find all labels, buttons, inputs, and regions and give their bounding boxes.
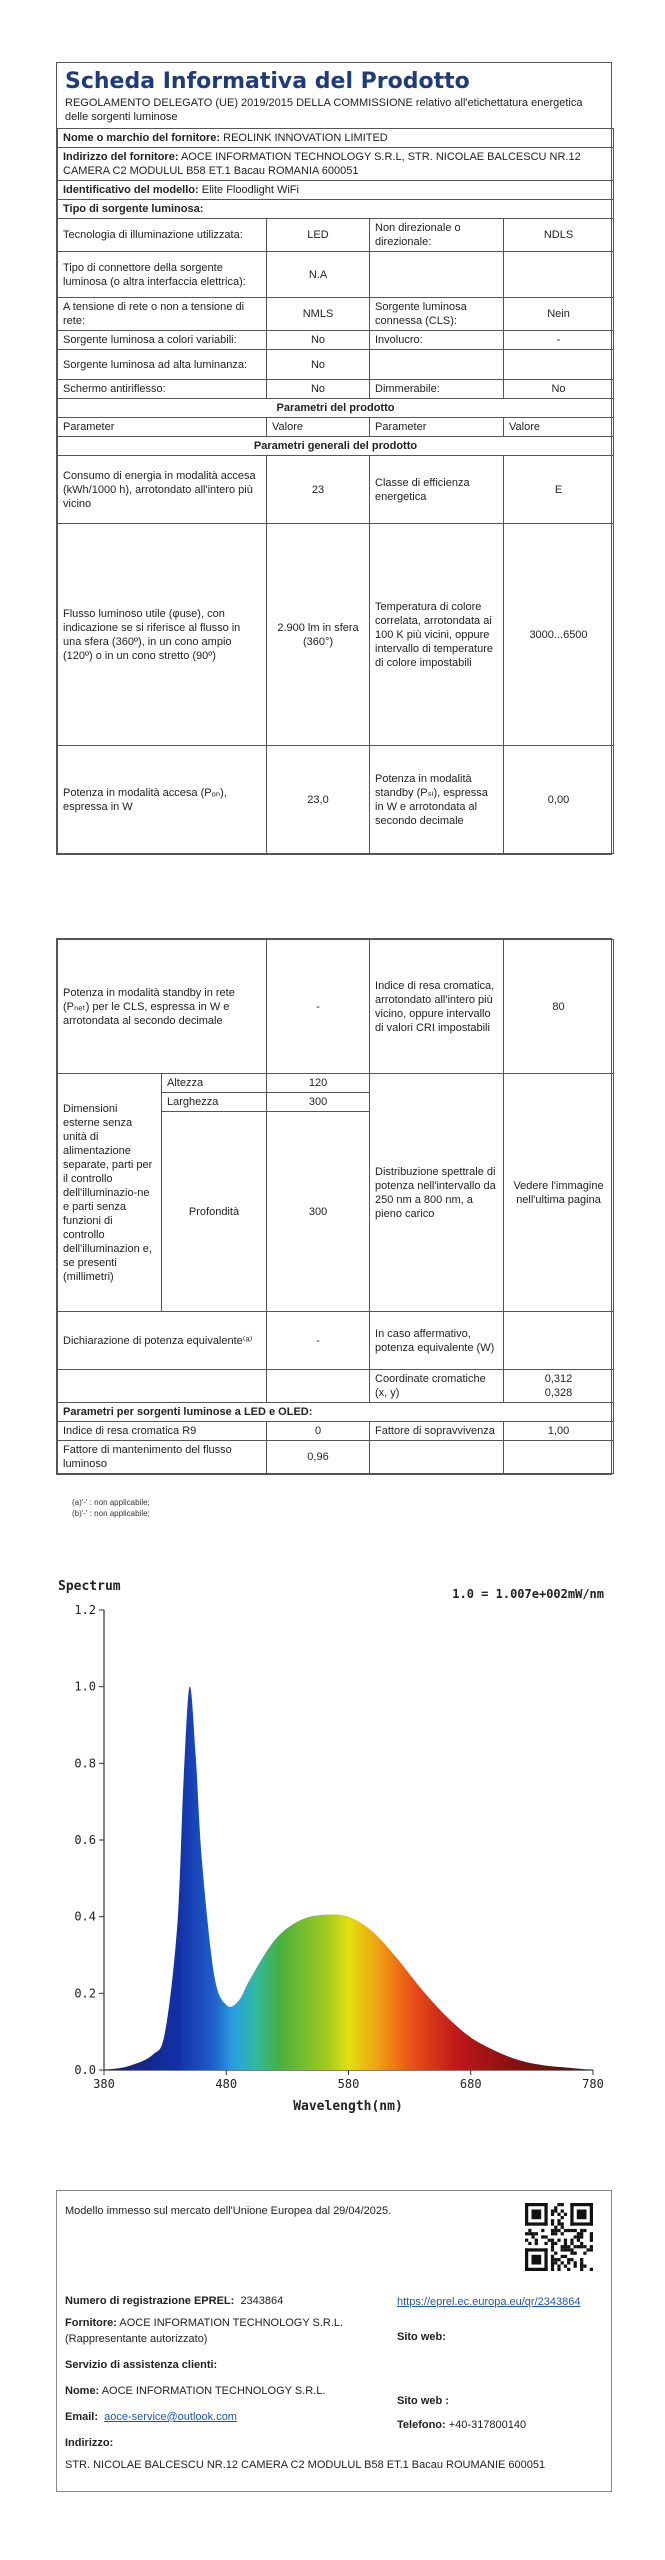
y-tick-label: 1.2: [74, 1603, 96, 1617]
general-value: 23,0: [267, 746, 370, 854]
supplier-table: [57, 128, 614, 854]
params-table-2: [57, 939, 614, 1474]
type-value: -: [504, 331, 614, 350]
spectrum-area: [104, 1686, 593, 2070]
type-row: [58, 350, 614, 380]
qr-code-icon: [525, 2203, 593, 2271]
coord-empty: [58, 1370, 267, 1403]
col-value-2: Valore: [504, 418, 614, 437]
maintenance-empty-2: [504, 1441, 614, 1474]
web-label: Sito web:: [397, 2331, 446, 2343]
type-value: N.A: [267, 252, 370, 298]
footnotes: [72, 1497, 150, 1519]
equiv-value: -: [267, 1312, 370, 1370]
eprel-info-box: [56, 2190, 612, 2492]
x-tick-label: 680: [459, 2077, 482, 2091]
type-value: No: [267, 350, 370, 380]
col-param-2: Parameter: [370, 418, 504, 437]
spectrum-chart: [56, 1572, 616, 2120]
type-value: No: [504, 380, 614, 399]
y-tick-label: 1.0: [74, 1679, 96, 1694]
chart-annotation: 1.0 = 1.007e+002mW/nm: [452, 1587, 604, 1601]
type-row: [58, 219, 614, 252]
general-row: [58, 456, 614, 524]
footnote-a: (a)'-' : non applicabile;: [72, 1498, 150, 1507]
general-title: Parametri generali del prodotto: [58, 437, 614, 456]
service-email: Email: aoce-service@outlook.com: [65, 2411, 237, 2423]
dimensions-label: Dimensioni esterne senza unità di alimentazione separate, parti per il controllo dell'illuminazio-ne e parti senza funzioni di controllo dell'illuminazion e, se presenti (millimetri): [58, 1074, 162, 1312]
coord-label: Coordinate cromatiche (x, y): [370, 1370, 504, 1403]
y-tick-label: 0.0: [74, 2063, 96, 2077]
supplier-note: (Rappresentante autorizzato): [65, 2333, 208, 2345]
type-value: NMLS: [267, 298, 370, 331]
phone-line: Telefono: +40-317800140: [397, 2419, 527, 2431]
type-param: Tipo di connettore della sorgente luminosa (o altra interfaccia elettrica):: [58, 252, 267, 298]
type-value: NDLS: [504, 219, 614, 252]
type-value: [504, 350, 614, 380]
coord-value: 0,312 0,328: [504, 1370, 614, 1403]
type-param: [370, 252, 504, 298]
type-param: A tensione di rete o non a tensione di rete:: [58, 298, 267, 331]
general-row: [58, 746, 614, 854]
eprel-link[interactable]: https://eprel.ec.europa.eu/qr/2343864: [397, 2296, 581, 2308]
survival-label: Fattore di sopravvivenza: [370, 1422, 504, 1441]
x-tick-label: 580: [337, 2077, 360, 2091]
col-value: Valore: [267, 418, 370, 437]
general-value: 0,00: [504, 746, 614, 854]
height-value: 120: [267, 1074, 370, 1093]
type-param: Involucro:: [370, 331, 504, 350]
depth-label: Profondità: [162, 1112, 267, 1312]
maintenance-value: 0,96: [267, 1441, 370, 1474]
cri-value: 80: [504, 940, 614, 1074]
address-value: STR. NICOLAE BALCESCU NR.12 CAMERA C2 MODULUL B58 ET.1 Bacau ROUMANIE 600051: [65, 2459, 546, 2471]
general-param: Potenza in modalità standby (Pₛₗ), espressa in W e arrotondata al secondo decimale: [370, 746, 504, 854]
type-value: LED: [267, 219, 370, 252]
page-title: Scheda Informativa del Prodotto: [65, 69, 470, 94]
spd-label: Distribuzione spettrale di potenza nell'intervallo da 250 nm a 800 nm, a pieno carico: [370, 1074, 504, 1312]
type-param: Tecnologia di illuminazione utilizzata:: [58, 219, 267, 252]
product-sheet-page-1: [56, 62, 612, 855]
type-value: Nein: [504, 298, 614, 331]
chart-title: Spectrum: [58, 1579, 121, 1594]
eprel-number: Numero di registrazione EPREL: 2343864: [65, 2295, 284, 2307]
model-row: Identificativo del modello: Elite Floodlight WiFi: [58, 181, 614, 200]
x-tick-label: 780: [582, 2077, 604, 2091]
standby-net-value: -: [267, 940, 370, 1074]
r9-value: 0: [267, 1422, 370, 1441]
type-param: Sorgente luminosa a colori variabili:: [58, 331, 267, 350]
type-param: Sorgente luminosa ad alta luminanza:: [58, 350, 267, 380]
standby-net-label: Potenza in modalità standby in rete (Pₙₑₜ) per le CLS, espressa in W e arrotondata al secondo decimale: [58, 940, 267, 1074]
type-row: [58, 331, 614, 350]
params-title: Parametri del prodotto: [58, 399, 614, 418]
cri-label: Indice di resa cromatica, arrotondato all'intero più vicino, oppure intervallo di valori CRI impostabili: [370, 940, 504, 1074]
service-name: Nome: AOCE INFORMATION TECHNOLOGY S.R.L.: [65, 2385, 326, 2397]
general-row: [58, 524, 614, 746]
general-param: Consumo di energia in modalità accesa (kWh/1000 h), arrotondato all'intero più vicino: [58, 456, 267, 524]
equiv2-label: In caso affermativo, potenza equivalente (W): [370, 1312, 504, 1370]
x-tick-label: 380: [93, 2077, 115, 2091]
type-param: Non direzionale o direzionale:: [370, 219, 504, 252]
led-title: Parametri per sorgenti luminose a LED e OLED:: [58, 1403, 614, 1422]
x-tick-label: 480: [215, 2077, 238, 2091]
general-param: Flusso luminoso utile (φuse), con indicazione se si riferisce al flusso in una sfera (360º), in un cono ampio (120º) o in un cono stretto (90º): [58, 524, 267, 746]
type-value: No: [267, 331, 370, 350]
type-title: Tipo di sorgente luminosa:: [58, 200, 614, 219]
web-label-2: Sito web :: [397, 2395, 449, 2407]
regulation-subtitle: REGOLAMENTO DELEGATO (UE) 2019/2015 DELLA COMMISSIONE relativo all'etichettatura energetica delle sorgenti luminose: [65, 97, 583, 123]
col-param: Parameter: [58, 418, 267, 437]
placed-on-market: Modello immesso sul mercato dell'Unione Europea dal 29/04/2025.: [65, 2205, 392, 2217]
height-label: Altezza: [162, 1074, 267, 1093]
y-tick-label: 0.8: [74, 1756, 96, 1771]
y-tick-label: 0.2: [74, 1986, 96, 2001]
general-rows: [58, 456, 614, 854]
width-label: Larghezza: [162, 1093, 267, 1112]
type-value: [504, 252, 614, 298]
type-row: [58, 298, 614, 331]
equiv2-value: [504, 1312, 614, 1370]
type-value: No: [267, 380, 370, 399]
equiv-label: Dichiarazione di potenza equivalente⁽ᵃ⁾: [58, 1312, 267, 1370]
product-sheet-page-2: [56, 938, 612, 1475]
y-tick-label: 0.4: [74, 1909, 96, 1924]
maintenance-label: Fattore di mantenimento del flusso luminoso: [58, 1441, 267, 1474]
general-value: 2.900 lm in sfera (360°): [267, 524, 370, 746]
x-axis-label: Wavelength(nm): [293, 2099, 403, 2114]
spectrum-svg: [56, 1572, 616, 2120]
supplier-address-row: Indirizzo del fornitore: AOCE INFORMATION TECHNOLOGY S.R.L, STR. NICOLAE BALCESCU NR.12 CAMERA C2 MODULUL B58 ET.1 Bacau ROMANIA 600051: [58, 148, 614, 181]
survival-value: 1,00: [504, 1422, 614, 1441]
depth-value: 300: [267, 1112, 370, 1312]
general-param: Potenza in modalità accesa (Pₒₙ), espressa in W: [58, 746, 267, 854]
type-param: Dimmerabile:: [370, 380, 504, 399]
type-param: Sorgente luminosa connessa (CLS):: [370, 298, 504, 331]
supplier-line: Fornitore: AOCE INFORMATION TECHNOLOGY S.R.L.: [65, 2317, 344, 2329]
general-param: Temperatura di colore correlata, arrotondata ai 100 K più vicini, oppure intervallo di temperature di colore impostabili: [370, 524, 504, 746]
general-value: 3000...6500: [504, 524, 614, 746]
type-param: [370, 350, 504, 380]
spd-value: Vedere l'immagine nell'ultima pagina: [504, 1074, 614, 1312]
width-value: 300: [267, 1093, 370, 1112]
service-title: Servizio di assistenza clienti:: [65, 2359, 218, 2371]
r9-label: Indice di resa cromatica R9: [58, 1422, 267, 1441]
supplier-name-row: Nome o marchio del fornitore: REOLINK INNOVATION LIMITED: [58, 129, 614, 148]
email-link[interactable]: aoce-service@outlook.com: [104, 2411, 237, 2423]
address-title: Indirizzo:: [65, 2437, 114, 2449]
general-value: 23: [267, 456, 370, 524]
type-row: [58, 380, 614, 399]
y-tick-label: 0.6: [74, 1833, 96, 1847]
type-row: [58, 252, 614, 298]
coord-empty-2: [267, 1370, 370, 1403]
type-param: Schermo antiriflesso:: [58, 380, 267, 399]
type-rows: [58, 219, 614, 399]
maintenance-empty: [370, 1441, 504, 1474]
general-param: Classe di efficienza energetica: [370, 456, 504, 524]
general-value: E: [504, 456, 614, 524]
footnote-b: (b)'-' : non applicabile;: [72, 1509, 150, 1518]
